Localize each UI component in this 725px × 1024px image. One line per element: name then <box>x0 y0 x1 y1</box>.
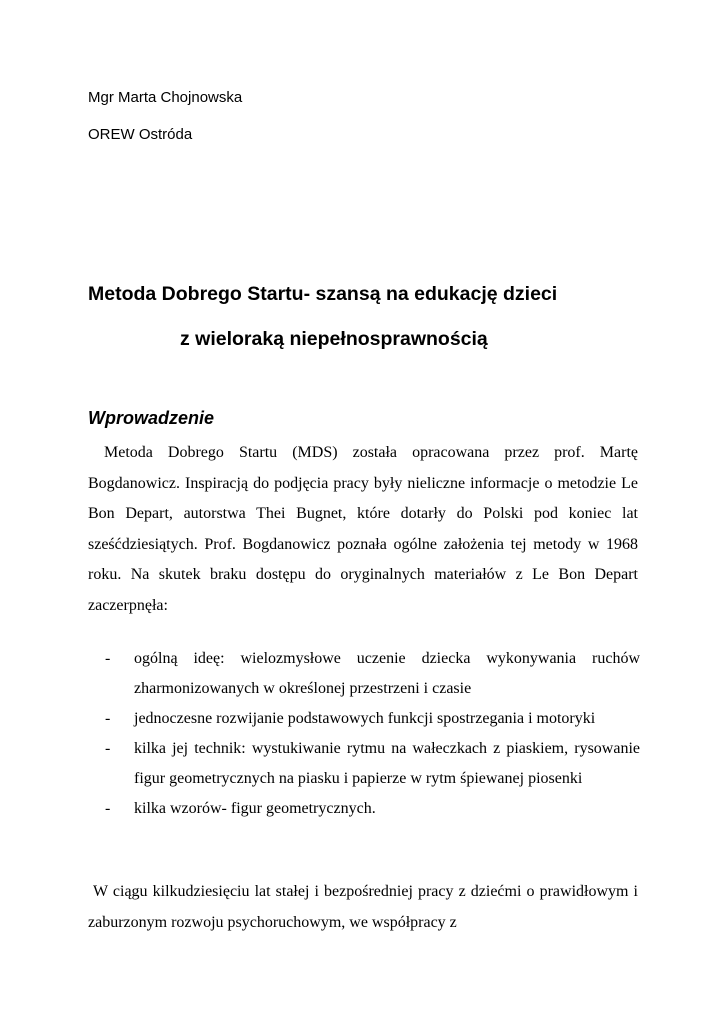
author-name: Mgr Marta Chojnowska <box>88 89 243 106</box>
techniques-list <box>88 644 640 824</box>
list-bullet: - <box>105 710 111 727</box>
intro-paragraph: Metoda Dobrego Startu (MDS) została opracowana przez prof. Martę Bogdanowicz. Inspiracją do podjęcia pracy były nieliczne informacje o metodzie Le Bon Depart, autorstwa Thei Bugnet, które dotarły do Polski pod koniec lat sześćdziesiątych. Prof. Bogdanowicz poznała ogólne założenia tej metody w 1968 roku. Na skutek braku dostępu do oryginalnych materiałów z Le Bon Depart zaczerpnęła: <box>88 444 638 614</box>
list-item <box>88 734 640 794</box>
list-item-text: kilka wzorów- figur geometrycznych. <box>134 800 376 817</box>
document-title-line-2: z wieloraką niepełnosprawnością <box>180 328 488 350</box>
list-item <box>88 794 640 824</box>
list-item <box>88 644 640 704</box>
list-bullet: - <box>105 650 111 667</box>
list-item-text: jednoczesne rozwijanie podstawowych funkcji spostrzegania i motoryki <box>134 710 596 727</box>
list-item-text: kilka jej technik: wystukiwanie rytmu na wałeczkach z piaskiem, rysowanie figur geometrycznych na piasku i papierze w rytm śpiewanej piosenki <box>134 740 640 787</box>
list-bullet: - <box>105 800 111 817</box>
document-title-line-1: Metoda Dobrego Startu- szansą na edukację dzieci <box>88 283 558 305</box>
list-bullet: - <box>105 740 111 757</box>
institution-name: OREW Ostróda <box>88 126 193 143</box>
list-item-text: ogólną ideę: wielozmysłowe uczenie dziecka wykonywania ruchów zharmonizowanych w określonej przestrzeni i czasie <box>134 650 640 697</box>
list-item <box>88 704 640 734</box>
second-paragraph: W ciągu kilkudziesięciu lat stałej i bezpośredniej pracy z dziećmi o prawidłowym i zaburzonym rozwoju psychoruchowym, we współpracy z <box>88 883 638 931</box>
section-heading: Wprowadzenie <box>88 408 215 428</box>
